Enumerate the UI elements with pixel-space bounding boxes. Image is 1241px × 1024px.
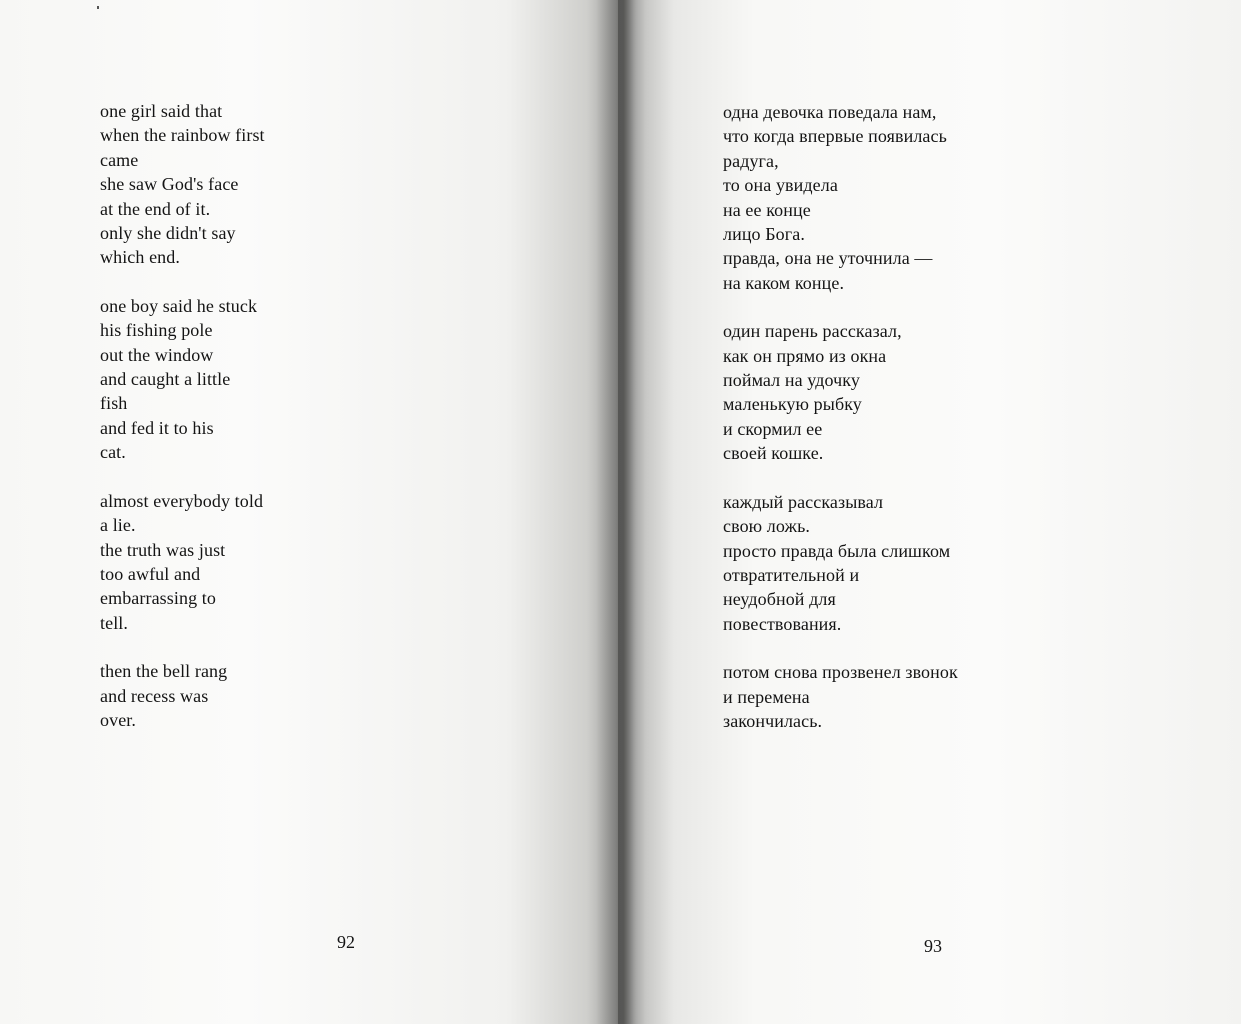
print-speck [97, 6, 99, 9]
poem-line: and recess was [100, 685, 209, 706]
poem-line: и перемена [723, 686, 810, 707]
stanza [723, 660, 1013, 733]
poem-line: over. [100, 709, 136, 730]
poem-line: повествования. [723, 613, 842, 634]
poem-line: на ее конце [723, 199, 811, 220]
poem-line: и скормил ее [723, 418, 823, 439]
poem-line: на каком конце. [723, 272, 845, 293]
poem-line: поймал на удочку [723, 370, 860, 391]
poem-line: a lie. [100, 515, 136, 536]
poem-line: she saw God's face [100, 174, 239, 195]
poem-line: almost everybody told [100, 490, 264, 511]
poem-line: радуга, [723, 150, 779, 171]
poem-line: свою ложь. [723, 516, 810, 537]
poem-line: one boy said he stuck [100, 295, 258, 316]
poem-line: out the window [100, 344, 214, 365]
poem-line: отвратительной и [723, 564, 860, 585]
poem-line: просто правда была слишком [723, 540, 951, 561]
left-page [0, 0, 618, 1024]
poem-line: cat. [100, 442, 126, 463]
poem-line: закончилась. [723, 710, 823, 731]
poem-line: tell. [100, 612, 128, 633]
page-number: 92 [337, 932, 355, 952]
poem-line: лицо Бога. [723, 224, 805, 245]
stanza [723, 319, 1013, 465]
poem-line: his fishing pole [100, 320, 213, 341]
stanza [723, 490, 1013, 636]
poem-line: only she didn't say [100, 223, 236, 244]
poem-line: one girl said that [100, 101, 223, 121]
poem-line: fish [100, 393, 128, 414]
poem-line: when the rainbow first [100, 125, 265, 146]
poem-line: маленькую рыбку [723, 394, 862, 415]
stanza [723, 100, 1013, 295]
poem-line: своей кошке. [723, 443, 824, 464]
poem-line: правда, она не уточнила — [723, 248, 933, 269]
english-poem [100, 99, 330, 756]
poem-line: at the end of it. [100, 198, 211, 219]
page-number: 93 [924, 936, 942, 956]
poem-line: too awful and [100, 563, 201, 584]
poem-line: неудобной для [723, 589, 836, 610]
stanza [100, 659, 330, 732]
poem-line: which end. [100, 247, 180, 268]
poem-line: как он прямо из окна [723, 345, 887, 366]
russian-poem [723, 100, 1013, 757]
poem-line: and fed it to his [100, 417, 214, 438]
poem-line: embarrassing to [100, 588, 216, 609]
stanza [100, 489, 330, 635]
poem-line: then the bell rang [100, 661, 228, 682]
poem-line: одна девочка поведала нам, [723, 102, 937, 122]
poem-line: каждый рассказывал [723, 491, 884, 512]
poem-line: что когда впервые появилась [723, 126, 947, 147]
stanza [100, 294, 330, 465]
poem-line: потом снова прозвенел звонок [723, 662, 958, 683]
poem-line: and caught a little [100, 369, 231, 390]
poem-line: то она увидела [723, 175, 838, 196]
poem-line: the truth was just [100, 539, 226, 560]
poem-line: один парень рассказал, [723, 321, 902, 342]
poem-line: came [100, 149, 139, 170]
gutter-shadow [596, 0, 646, 1024]
stanza [100, 99, 330, 270]
